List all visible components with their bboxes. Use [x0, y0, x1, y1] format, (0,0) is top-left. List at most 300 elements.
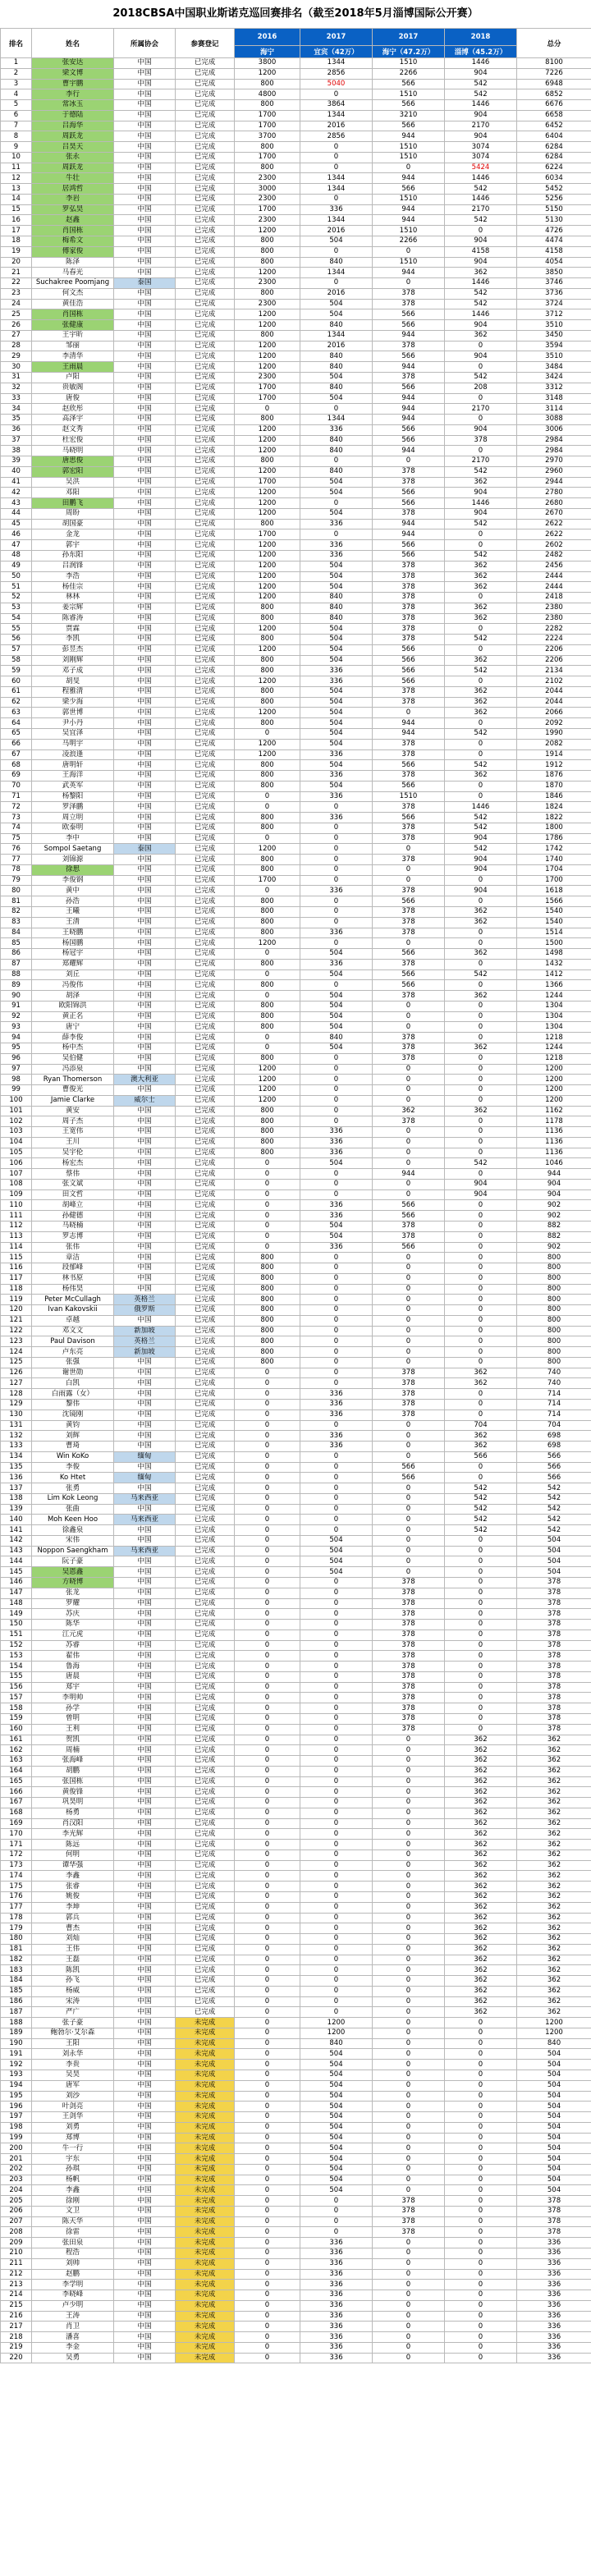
score-2017-yibin: 504 — [300, 686, 373, 697]
name-cell: 李俊钢 — [32, 875, 114, 886]
total-cell: 378 — [517, 2227, 591, 2238]
score-2018-zibo: 542 — [445, 372, 517, 383]
score-2016-haining: 0 — [235, 1682, 300, 1693]
table-row — [1, 1221, 591, 1231]
name-cell: 杨佳宗 — [32, 582, 114, 593]
association-cell: 中国 — [114, 2216, 176, 2227]
score-2016-haining: 0 — [235, 1378, 300, 1389]
table-row — [1, 1787, 591, 1798]
score-2016-haining: 0 — [235, 2196, 300, 2207]
total-cell: 504 — [517, 1535, 591, 1546]
score-2017-haining: 0 — [373, 2143, 445, 2154]
rank-cell: 32 — [1, 383, 32, 393]
total-cell: 6852 — [517, 89, 591, 100]
score-2017-yibin: 0 — [300, 1598, 373, 1609]
total-cell: 3148 — [517, 393, 591, 404]
score-2016-haining: 0 — [235, 1724, 300, 1735]
total-cell: 362 — [517, 1976, 591, 1987]
registration-cell: 已完成 — [176, 1923, 235, 1934]
total-cell: 3114 — [517, 404, 591, 415]
table-row — [1, 1137, 591, 1148]
association-cell: 中国 — [114, 456, 176, 467]
association-cell: 中国 — [114, 1284, 176, 1295]
name-cell: Ko Htet — [32, 1473, 114, 1483]
total-cell: 504 — [517, 2122, 591, 2133]
association-cell: 中国 — [114, 508, 176, 519]
score-2017-yibin: 504 — [300, 718, 373, 729]
name-cell: 梁文博 — [32, 68, 114, 79]
name-cell: 赵鑫 — [32, 215, 114, 226]
score-2016-haining: 800 — [235, 686, 300, 697]
rank-cell: 186 — [1, 1996, 32, 2007]
registration-cell: 未完成 — [176, 2269, 235, 2280]
score-2018-zibo: 362 — [445, 1787, 517, 1798]
association-cell: 泰国 — [114, 844, 176, 855]
table-row — [1, 163, 591, 173]
score-2016-haining: 800 — [235, 1011, 300, 1022]
registration-cell: 未完成 — [176, 2143, 235, 2154]
score-2018-zibo: 542 — [445, 288, 517, 299]
name-cell: 黄安 — [32, 1106, 114, 1116]
registration-cell: 未完成 — [176, 2133, 235, 2143]
name-cell: 孙琪 — [32, 2164, 114, 2175]
association-cell: 中国 — [114, 330, 176, 341]
table-row — [1, 613, 591, 624]
score-2017-haining: 0 — [373, 1976, 445, 1987]
rank-cell: 149 — [1, 1609, 32, 1620]
association-cell: 中国 — [114, 1840, 176, 1850]
rank-cell: 111 — [1, 1211, 32, 1222]
association-cell: 中国 — [114, 383, 176, 393]
association-cell: 中国 — [114, 1273, 176, 1284]
table-row — [1, 2028, 591, 2038]
registration-cell: 已完成 — [176, 1829, 235, 1840]
total-cell: 1366 — [517, 980, 591, 991]
registration-cell: 已完成 — [176, 823, 235, 833]
registration-cell: 已完成 — [176, 466, 235, 477]
score-2017-yibin: 504 — [300, 571, 373, 582]
score-2018-zibo: 362 — [445, 949, 517, 960]
rank-cell: 165 — [1, 1776, 32, 1787]
table-row — [1, 1347, 591, 1358]
score-2016-haining: 1200 — [235, 341, 300, 351]
registration-cell: 已完成 — [176, 131, 235, 142]
score-2017-haining: 0 — [373, 1787, 445, 1798]
name-cell: 吕润锋 — [32, 561, 114, 571]
score-2017-haining: 378 — [373, 833, 445, 844]
total-cell: 840 — [517, 2038, 591, 2049]
score-2017-yibin: 0 — [300, 1934, 373, 1945]
rank-cell: 44 — [1, 508, 32, 519]
score-2016-haining: 0 — [235, 1934, 300, 1945]
score-2016-haining: 800 — [235, 1295, 300, 1305]
association-cell: 中国 — [114, 1400, 176, 1410]
score-2018-zibo: 0 — [445, 1200, 517, 1211]
score-2018-zibo: 0 — [445, 2227, 517, 2238]
score-2017-yibin: 504 — [300, 2049, 373, 2060]
score-2018-zibo: 0 — [445, 1693, 517, 1703]
score-2017-yibin: 336 — [300, 1431, 373, 1442]
score-2018-zibo: 0 — [445, 1556, 517, 1567]
score-2018-zibo: 0 — [445, 393, 517, 404]
rank-cell: 90 — [1, 991, 32, 1002]
score-2018-zibo: 0 — [445, 1273, 517, 1284]
rank-cell: 120 — [1, 1305, 32, 1316]
score-2018-zibo: 362 — [445, 1871, 517, 1882]
table-row — [1, 2280, 591, 2290]
name-cell: Suchakree Poomjang — [32, 278, 114, 289]
score-2017-yibin: 504 — [300, 697, 373, 708]
rank-cell: 216 — [1, 2311, 32, 2322]
score-2018-zibo: 0 — [445, 2164, 517, 2175]
score-2017-yibin: 2016 — [300, 121, 373, 131]
association-cell: 中国 — [114, 163, 176, 173]
rank-cell: 98 — [1, 1075, 32, 1085]
score-2018-zibo: 0 — [445, 2112, 517, 2123]
total-cell: 6284 — [517, 152, 591, 163]
rank-cell: 175 — [1, 1882, 32, 1892]
name-cell: 谢世勋 — [32, 1368, 114, 1378]
table-row — [1, 1001, 591, 1011]
table-row — [1, 980, 591, 991]
score-2018-zibo: 0 — [445, 529, 517, 540]
score-2018-zibo: 0 — [445, 749, 517, 760]
name-cell: 冯俊伟 — [32, 980, 114, 991]
score-2018-zibo: 362 — [445, 1776, 517, 1787]
name-cell: 苏睿 — [32, 1640, 114, 1651]
total-cell: 378 — [517, 2216, 591, 2227]
score-2018-zibo: 0 — [445, 446, 517, 456]
score-2018-zibo: 542 — [445, 79, 517, 89]
name-cell: 周盼 — [32, 508, 114, 519]
score-2017-haining: 378 — [373, 635, 445, 645]
registration-cell: 已完成 — [176, 1221, 235, 1231]
name-cell: 王曦 — [32, 907, 114, 918]
score-2017-haining: 0 — [373, 1902, 445, 1913]
rank-cell: 138 — [1, 1493, 32, 1504]
association-cell: 中国 — [114, 2133, 176, 2143]
rank-cell: 45 — [1, 519, 32, 529]
association-cell: 中国 — [114, 110, 176, 121]
total-cell: 6034 — [517, 173, 591, 184]
name-cell: 欧阳锦洪 — [32, 1001, 114, 1011]
score-2017-haining: 0 — [373, 1882, 445, 1892]
name-cell: Sompol Saetang — [32, 844, 114, 855]
score-2016-haining: 0 — [235, 1431, 300, 1442]
total-cell: 378 — [517, 1671, 591, 1682]
name-cell: 王宇昕 — [32, 330, 114, 341]
score-2016-haining: 0 — [235, 1567, 300, 1578]
table-row — [1, 89, 591, 100]
rank-cell: 11 — [1, 163, 32, 173]
name-cell: 吴洪 — [32, 477, 114, 488]
total-cell: 740 — [517, 1368, 591, 1378]
name-cell: 吴勇 — [32, 2353, 114, 2363]
rank-cell: 17 — [1, 226, 32, 236]
score-2018-zibo: 1446 — [445, 58, 517, 69]
score-2016-haining: 1200 — [235, 624, 300, 635]
registration-cell: 未完成 — [176, 2038, 235, 2049]
score-2016-haining: 800 — [235, 864, 300, 875]
name-cell: 罗泽鹏 — [32, 802, 114, 813]
total-cell: 1914 — [517, 749, 591, 760]
total-cell: 2092 — [517, 718, 591, 729]
score-2018-zibo: 0 — [445, 1462, 517, 1473]
score-2018-zibo: 0 — [445, 718, 517, 729]
score-2016-haining: 800 — [235, 100, 300, 111]
score-2017-yibin: 0 — [300, 1944, 373, 1955]
association-cell: 中国 — [114, 288, 176, 299]
score-2017-yibin: 840 — [300, 446, 373, 456]
association-cell: 中国 — [114, 1158, 176, 1169]
name-cell: 田鹏飞 — [32, 498, 114, 509]
total-cell: 2066 — [517, 708, 591, 718]
table-row — [1, 1556, 591, 1567]
table-row — [1, 938, 591, 949]
association-cell: 中国 — [114, 1651, 176, 1662]
name-cell: 李鑫 — [32, 1871, 114, 1882]
score-2018-zibo: 0 — [445, 2248, 517, 2259]
table-row — [1, 928, 591, 938]
score-2017-haining: 0 — [373, 1923, 445, 1934]
score-2018-zibo: 0 — [445, 1033, 517, 1043]
name-cell: 卓越 — [32, 1315, 114, 1326]
association-cell: 中国 — [114, 466, 176, 477]
score-2018-zibo: 0 — [445, 1609, 517, 1620]
table-row — [1, 477, 591, 488]
score-2018-zibo: 904 — [445, 110, 517, 121]
total-cell: 1218 — [517, 1033, 591, 1043]
total-cell: 2456 — [517, 561, 591, 571]
rank-cell: 71 — [1, 791, 32, 802]
name-cell: 赵欣彤 — [32, 404, 114, 415]
score-2017-haining: 378 — [373, 1671, 445, 1682]
association-cell: 中国 — [114, 644, 176, 655]
score-2016-haining: 800 — [235, 1315, 300, 1326]
name-cell: 罗弘昊 — [32, 204, 114, 215]
table-row — [1, 1022, 591, 1033]
total-cell: 1136 — [517, 1148, 591, 1158]
table-row — [1, 1535, 591, 1546]
score-2018-zibo: 362 — [445, 582, 517, 593]
score-2016-haining: 0 — [235, 2280, 300, 2290]
rank-cell: 123 — [1, 1336, 32, 1347]
table-row — [1, 1336, 591, 1347]
score-2017-haining: 0 — [373, 1451, 445, 1462]
score-2017-haining: 378 — [373, 1662, 445, 1672]
score-2017-haining: 0 — [373, 1996, 445, 2007]
score-2017-yibin: 0 — [300, 1662, 373, 1672]
association-cell: 中国 — [114, 991, 176, 1002]
registration-cell: 未完成 — [176, 2164, 235, 2175]
name-cell: 王川 — [32, 1137, 114, 1148]
association-cell: 中国 — [114, 603, 176, 613]
name-cell: 欧泰明 — [32, 823, 114, 833]
score-2016-haining: 0 — [235, 2248, 300, 2259]
score-2017-yibin: 0 — [300, 1273, 373, 1284]
score-2017-yibin: 2856 — [300, 131, 373, 142]
rank-cell: 173 — [1, 1860, 32, 1871]
registration-cell: 已完成 — [176, 802, 235, 813]
registration-cell: 已完成 — [176, 1106, 235, 1116]
score-2017-yibin: 504 — [300, 2143, 373, 2154]
total-cell: 2206 — [517, 644, 591, 655]
score-2016-haining: 0 — [235, 1860, 300, 1871]
score-2017-yibin: 504 — [300, 635, 373, 645]
score-2017-haining: 0 — [373, 1493, 445, 1504]
score-2016-haining: 0 — [235, 2311, 300, 2322]
total-cell: 336 — [517, 2269, 591, 2280]
score-2017-haining: 0 — [373, 1829, 445, 1840]
table-row — [1, 1483, 591, 1494]
table-row — [1, 142, 591, 153]
total-cell: 6224 — [517, 163, 591, 173]
score-2018-zibo: 0 — [445, 1169, 517, 1180]
table-row — [1, 802, 591, 813]
name-cell: Ryan Thomerson — [32, 1075, 114, 1085]
score-2016-haining: 1200 — [235, 1064, 300, 1075]
rank-cell: 73 — [1, 813, 32, 823]
score-2017-yibin: 504 — [300, 655, 373, 666]
name-cell: 胡峰立 — [32, 1200, 114, 1211]
score-2017-haining: 0 — [373, 1442, 445, 1452]
score-2018-zibo: 2170 — [445, 456, 517, 467]
score-2018-zibo: 0 — [445, 1682, 517, 1693]
score-2018-zibo: 0 — [445, 2258, 517, 2269]
association-cell: 中国 — [114, 1976, 176, 1987]
score-2017-yibin: 0 — [300, 1347, 373, 1358]
rank-cell: 61 — [1, 686, 32, 697]
total-cell: 882 — [517, 1231, 591, 1242]
registration-cell: 已完成 — [176, 1127, 235, 1138]
total-cell: 1786 — [517, 833, 591, 844]
score-2017-yibin: 0 — [300, 2007, 373, 2018]
rank-cell: 179 — [1, 1923, 32, 1934]
rank-cell: 164 — [1, 1766, 32, 1776]
total-cell: 2984 — [517, 446, 591, 456]
total-cell: 336 — [517, 2238, 591, 2248]
name-cell: 肖卫 — [32, 2322, 114, 2332]
total-cell: 2082 — [517, 739, 591, 749]
score-2017-yibin: 0 — [300, 1724, 373, 1735]
association-cell: 中国 — [114, 739, 176, 749]
registration-cell: 已完成 — [176, 372, 235, 383]
name-cell: 徐思 — [32, 864, 114, 875]
name-cell: 林书原 — [32, 1273, 114, 1284]
score-2017-yibin: 0 — [300, 1871, 373, 1882]
score-2016-haining: 800 — [235, 959, 300, 969]
score-2017-yibin: 0 — [300, 1064, 373, 1075]
association-cell: 中国 — [114, 79, 176, 89]
association-cell: 中国 — [114, 1556, 176, 1567]
table-row — [1, 1211, 591, 1222]
score-2017-yibin: 0 — [300, 1189, 373, 1200]
association-cell: 中国 — [114, 309, 176, 320]
score-2017-haining: 0 — [373, 278, 445, 289]
total-cell: 566 — [517, 1462, 591, 1473]
score-2016-haining: 0 — [235, 2322, 300, 2332]
name-cell: 李中 — [32, 833, 114, 844]
score-2017-yibin: 336 — [300, 813, 373, 823]
association-cell: 中国 — [114, 215, 176, 226]
total-cell: 800 — [517, 1305, 591, 1316]
registration-cell: 已完成 — [176, 341, 235, 351]
rank-cell: 46 — [1, 529, 32, 540]
score-2017-yibin: 0 — [300, 278, 373, 289]
score-2018-zibo: 0 — [445, 1567, 517, 1578]
rank-cell: 103 — [1, 1127, 32, 1138]
rank-cell: 57 — [1, 644, 32, 655]
association-cell: 中国 — [114, 833, 176, 844]
score-2016-haining: 0 — [235, 1693, 300, 1703]
registration-cell: 已完成 — [176, 1179, 235, 1189]
score-2016-haining: 1200 — [235, 571, 300, 582]
header-event-haining-2017: 海宁（47.2万） — [373, 46, 445, 58]
score-2018-zibo: 0 — [445, 1629, 517, 1640]
score-2017-haining: 378 — [373, 1651, 445, 1662]
registration-cell: 已完成 — [176, 320, 235, 331]
total-cell: 6404 — [517, 131, 591, 142]
registration-cell: 已完成 — [176, 1504, 235, 1515]
registration-cell: 已完成 — [176, 424, 235, 435]
rank-cell: 207 — [1, 2216, 32, 2227]
registration-cell: 未完成 — [176, 2091, 235, 2102]
table-row — [1, 1756, 591, 1767]
total-cell: 3450 — [517, 330, 591, 341]
score-2016-haining: 0 — [235, 1996, 300, 2007]
score-2016-haining: 0 — [235, 729, 300, 740]
score-2018-zibo: 904 — [445, 1189, 517, 1200]
rank-cell: 78 — [1, 864, 32, 875]
score-2017-haining: 0 — [373, 1745, 445, 1756]
registration-cell: 已完成 — [176, 1263, 235, 1274]
rank-cell: 113 — [1, 1231, 32, 1242]
total-cell: 378 — [517, 2206, 591, 2216]
name-cell: 傅家俊 — [32, 246, 114, 257]
association-cell: 中国 — [114, 121, 176, 131]
total-cell: 1498 — [517, 949, 591, 960]
registration-cell: 已完成 — [176, 1169, 235, 1180]
score-2017-haining: 0 — [373, 1818, 445, 1829]
rank-cell: 109 — [1, 1189, 32, 1200]
score-2017-haining: 0 — [373, 1085, 445, 1096]
name-cell: 沈镜刚 — [32, 1409, 114, 1420]
score-2018-zibo: 542 — [445, 89, 517, 100]
score-2017-haining: 0 — [373, 1011, 445, 1022]
registration-cell: 已完成 — [176, 844, 235, 855]
name-cell: 黄佳浩 — [32, 299, 114, 309]
registration-cell: 已完成 — [176, 635, 235, 645]
name-cell: 张田泉 — [32, 2238, 114, 2248]
score-2017-yibin: 840 — [300, 603, 373, 613]
name-cell: 马晓明 — [32, 446, 114, 456]
score-2018-zibo: 378 — [445, 435, 517, 446]
total-cell: 336 — [517, 2258, 591, 2269]
rank-cell: 89 — [1, 980, 32, 991]
total-cell: 566 — [517, 1473, 591, 1483]
table-row — [1, 603, 591, 613]
registration-cell: 已完成 — [176, 1525, 235, 1536]
registration-cell: 已完成 — [176, 739, 235, 749]
score-2018-zibo: 704 — [445, 1420, 517, 1431]
score-2017-yibin: 504 — [300, 1158, 373, 1169]
table-row — [1, 278, 591, 289]
total-cell: 362 — [517, 1882, 591, 1892]
name-cell: 李清华 — [32, 351, 114, 362]
score-2018-zibo: 542 — [445, 760, 517, 771]
table-row — [1, 393, 591, 404]
association-cell: 中国 — [114, 969, 176, 980]
